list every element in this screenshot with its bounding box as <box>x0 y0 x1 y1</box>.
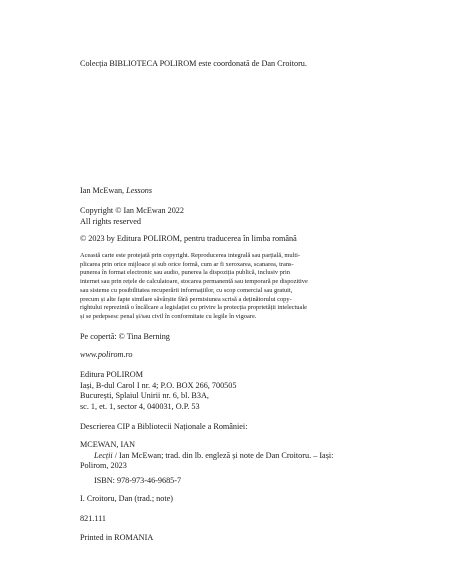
original-author: Ian McEwan, <box>80 186 127 195</box>
cip-contributors: I. Croitoru, Dan (trad.; note) <box>80 494 173 503</box>
publisher-website: www.polirom.ro <box>80 350 133 359</box>
publisher-address-line: Iași, B-dul Carol I nr. 4; P.O. BOX 266, 700505 <box>80 380 237 390</box>
cip-title-rest: / Ian McEwan; trad. din lb. engleză și note de Dan Croitoru. – Iași: <box>112 450 334 460</box>
series-coordination: Colecția BIBLIOTECA POLIROM este coordonată de Dan Croitoru. <box>80 59 307 68</box>
printed-in: Printed in ROMANIA <box>80 533 154 542</box>
isbn: ISBN: 978-973-46-9685-7 <box>94 476 182 485</box>
legal-line: plicarea prin orice mijloace și sub orice formă, cum ar fi xeroxarea, scanarea, trans- <box>80 260 294 268</box>
legal-line: internet sau prin rețele de calculatoare, stocarea permanentă sau temporară pe dispozitive <box>80 278 308 286</box>
legal-line: Această carte este protejată prin copyright. Reproducerea integrală sau parțială, multi- <box>80 252 301 259</box>
original-work <box>80 186 372 197</box>
copyright-original <box>80 206 372 227</box>
publisher-address <box>80 370 372 412</box>
copyright-line: Copyright © Ian McEwan 2022 <box>80 206 184 215</box>
cip-imprint: Polirom, 2023 <box>80 461 127 471</box>
cip-title: Lecții <box>94 450 113 460</box>
legal-line: sau sisteme cu posibilitatea recuperării informațiilor, cu scop comercial sau gratuit, <box>80 286 293 294</box>
copyright-translation: © 2023 by Editura POLIROM, pentru traducerea în limba română <box>80 234 297 243</box>
original-title: Lessons <box>126 186 153 195</box>
legal-line: punerea în format electronic sau audio, punerea la dispoziția publică, inclusiv prin <box>80 269 290 277</box>
cover-credit: Pe copertă: © Tina Berning <box>80 332 170 341</box>
publisher-address-line: sc. 1, et. 1, sector 4, 040031, O.P. 53 <box>80 401 200 411</box>
cip-heading: Descrierea CIP a Bibliotecii Naționale a României: <box>80 422 248 431</box>
cip-classification: 821.111 <box>80 514 107 523</box>
cip-author: MCEWAN, IAN <box>80 440 136 449</box>
cip-title-line <box>80 451 372 462</box>
legal-line: și se pedepsesc penal și/sau civil în conformitate cu legile în vigoare. <box>80 312 257 320</box>
legal-line: precum și alte fapte similare săvârșite fără permisiunea scrisă a deținătorului copy- <box>80 295 292 303</box>
cip-record <box>80 440 372 472</box>
legal-line: rightului reprezintă o încălcare a legislației cu privire la protecția proprietății intelectuale <box>80 304 307 312</box>
publisher-name: Editura POLIROM <box>80 370 143 379</box>
publisher-address-line: București, Splaiul Unirii nr. 6, bl. B3A, <box>80 391 209 401</box>
legal-notice <box>80 252 372 322</box>
rights-line: All rights reserved <box>80 216 141 226</box>
